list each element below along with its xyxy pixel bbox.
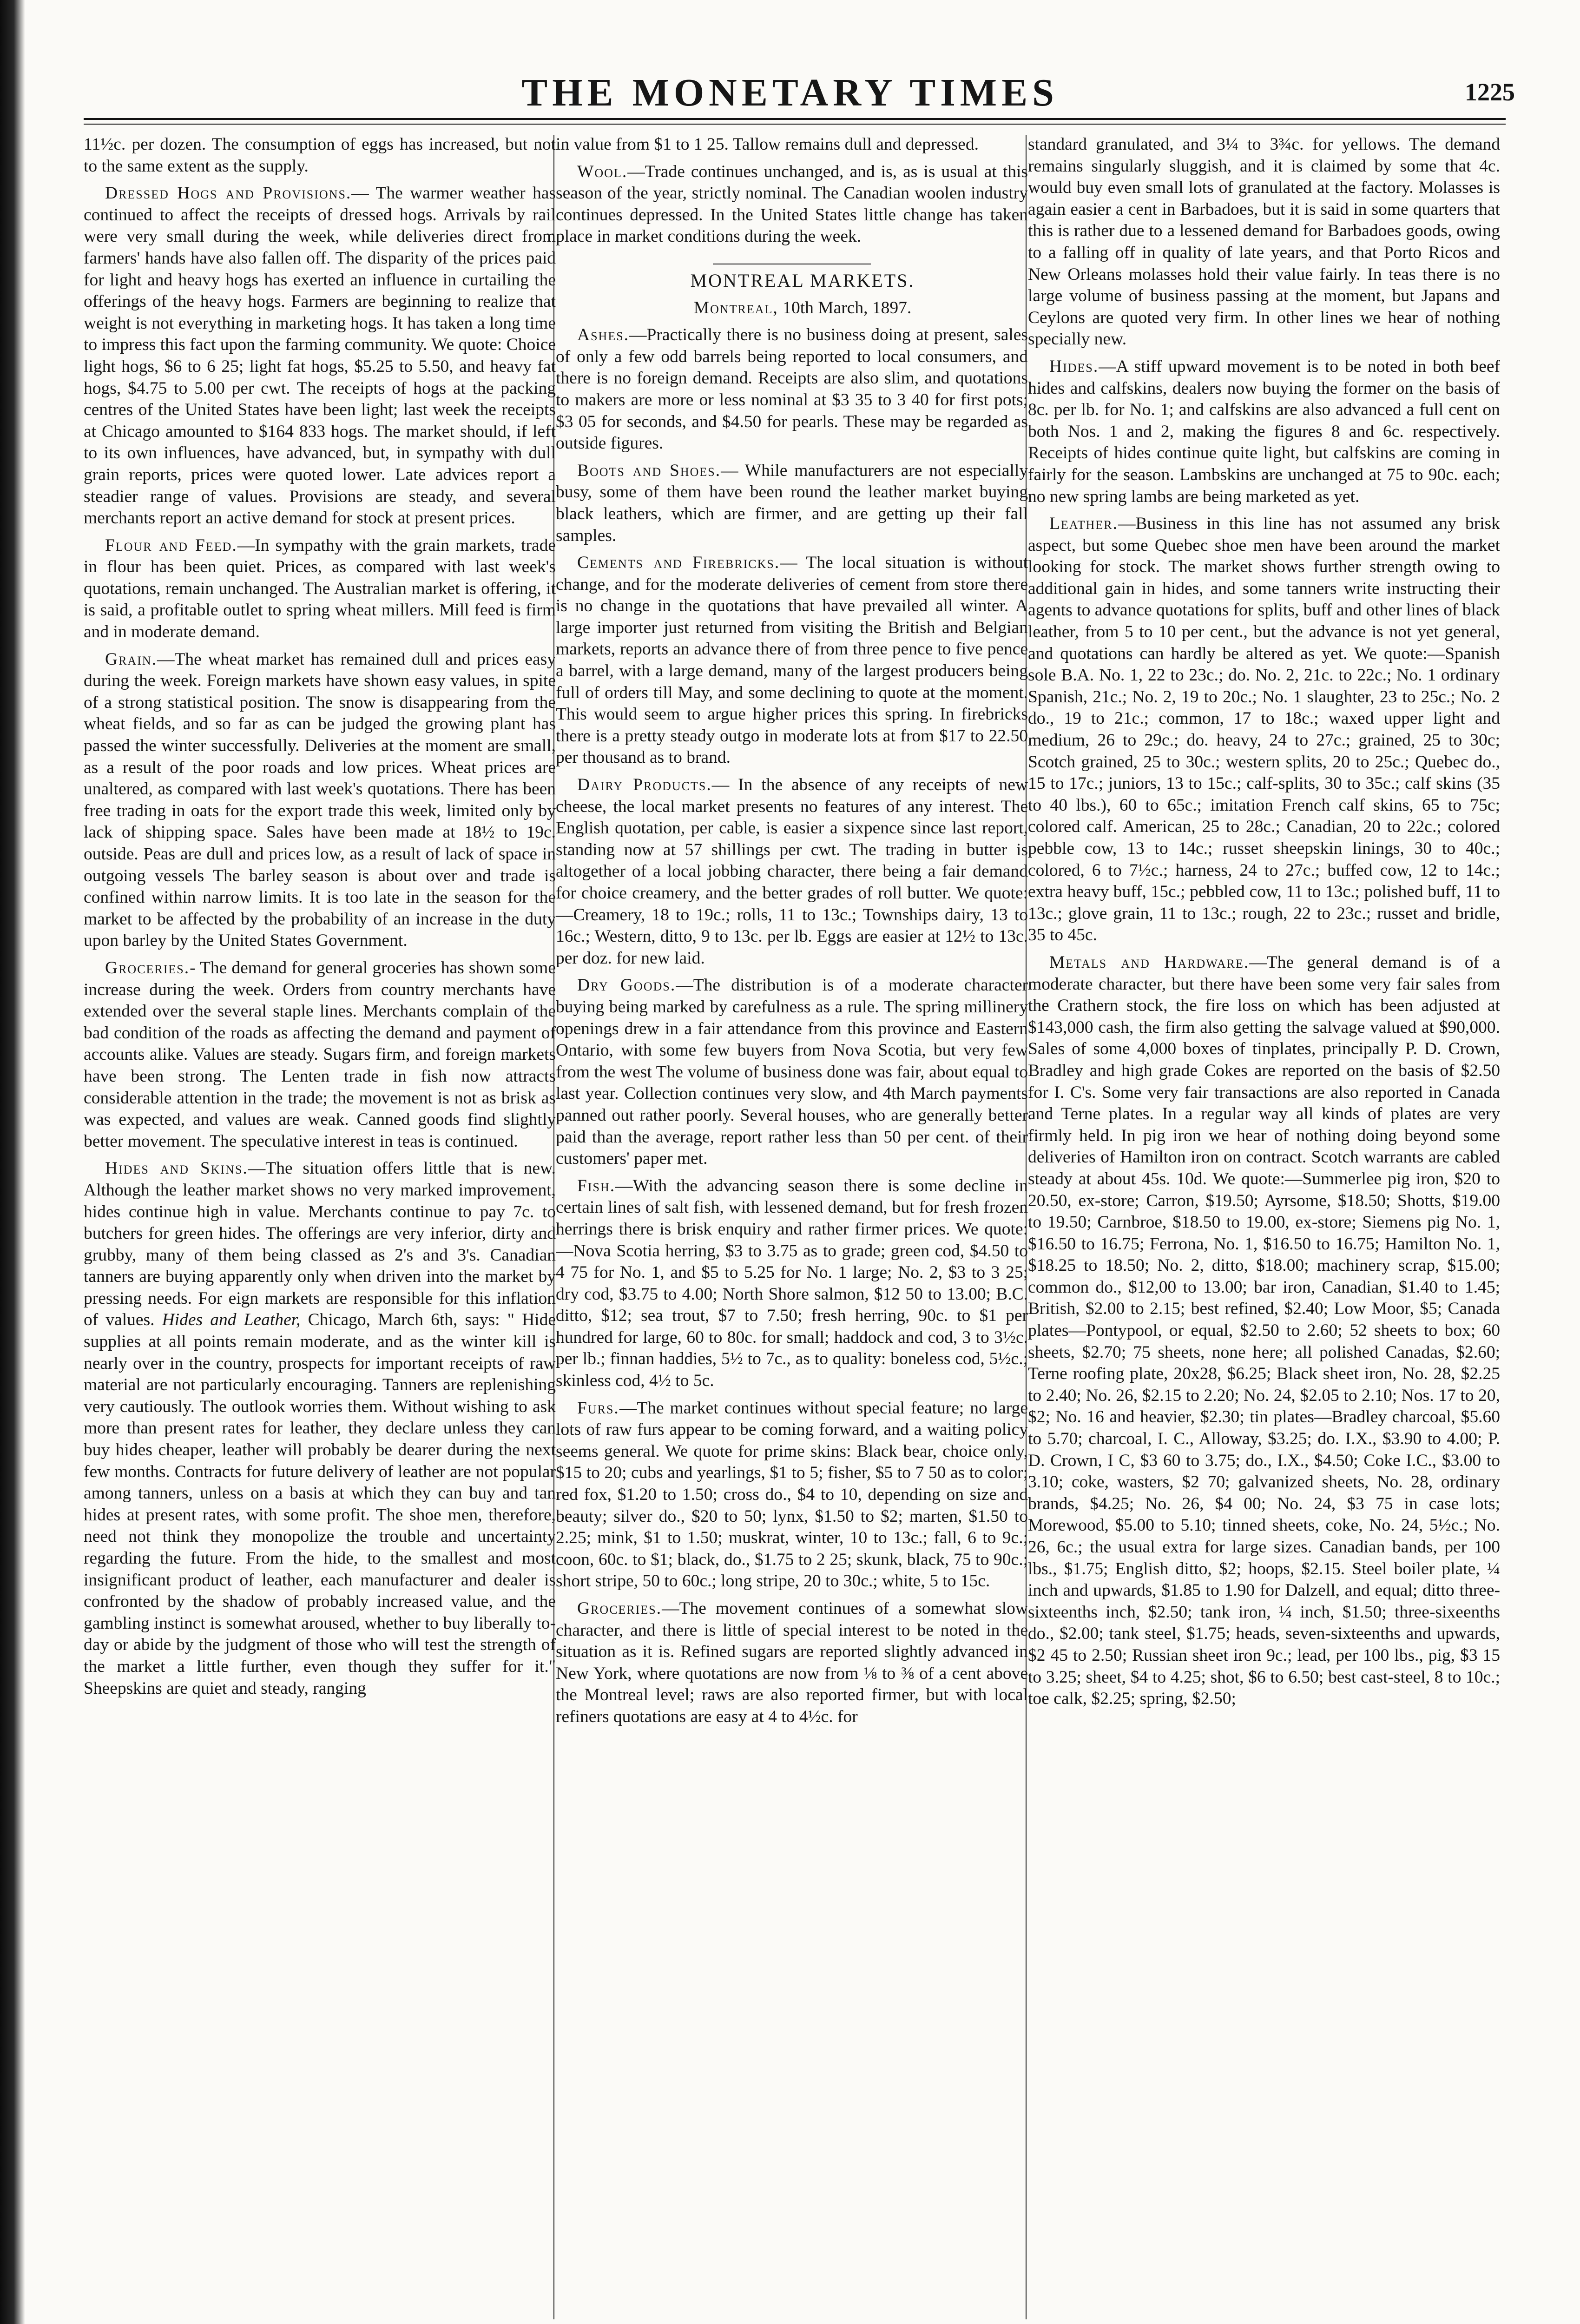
- article-text: — In the absence of any receipts of new cheese, the local market presents no features of any interest. The English quotation, per cable, is easier a sixpence since last report, standing now at 57 shillings per cwt. The trading in butter is altogether of a local jobbing character, there being a fair demand for choice creamery, and the better grades of roll butter. We quote:—Creamery, 18 to 19c.; rolls, 11 to 13c.; Townships dairy, 13 to 16c.; Western, ditto, 9 to 13c. per lb. Eggs are easier at 12½ to 13c. per doz. for new laid.: [556, 775, 1028, 968]
- article-groceries: [556, 1598, 1028, 1728]
- article-text: —In sympathy with the grain markets, trade in flour has been quiet. Prices, as compared with last week's quotations, remain unchanged. The Australian market is offering, it is said, a profitable outlet to spring wheat millers. Mill feed is firm and in moderate demand.: [84, 535, 556, 642]
- article-text: —The distribution is of a moderate character buying being marked by carefulness as a rule. The spring millinery openings drew in a fair attendance from this province and Eastern Ontario, with some few buyers from Nova Scotia, but very few from the west The volume of business done was fair, about equal to last year. Collection continues very slow, and 4th March payments panned out rather poorly. Several houses, who are generally better paid than the average, report rather less than 50 per cent. of their customers' paper met.: [556, 976, 1028, 1169]
- dateline-date: 10th March, 1897.: [783, 298, 912, 317]
- article-text: — The local situation is without change, and for the moderate deliveries of cement from store there is no change in the quotations that have prevailed all winter. A large importer just returned from visiting the British and Belgian markets, reports an advance there of from three pence to five pence a barrel, with a large demand, many of the largest producers being full of orders till May, and some declining to quote at the moment. This would seem to argue higher prices this spring. In firebricks there is a pretty steady outgo in moderate lots at from $17 to 22.50 per thousand as to brand.: [556, 553, 1028, 767]
- article-text: —A stiff upward movement is to be noted in both beef hides and calfskins, dealers now buying the former on the basis of 8c. per lb. for No. 1; and calfskins are also advanced a full cent on both Nos. 1 and 2, making the figures 8 and 6c. respectively. Receipts of hides continue quite light, but calfskins are coming in fairly for the season. Lambskins are unchanged at 75 to 90c. each; no new spring lambs are being marketed as yet.: [1028, 357, 1500, 506]
- article-text: —The wheat market has remained dull and prices easy during the week. Foreign markets have shown easy values, in spite of a strong statistical position. The snow is disappearing from the wheat fields, and so far as can be judged the growing plant has passed the winter successfully. Deliveries at the moment are small, as a result of the poor roads and low prices. Wheat prices are unaltered, as compared with last week's quotations. There has been free trading in oats for the export trade this week, limited only by lack of shipping space. Sales have been made at 18½ to 19c. outside. Peas are dull and prices low, as a result of lack of space in outgoing vessels The barley season is about over and trade is confined within narrow limits. It is too late in the season for the market to be affected by the probability of an increase in the duty upon barley by the United States Government.: [84, 649, 556, 951]
- article-wool: [556, 161, 1028, 248]
- dateline-place: Montreal,: [693, 298, 778, 317]
- article-leather: [1028, 513, 1500, 946]
- article-heading: Dressed Hogs and Provisions.: [105, 184, 352, 203]
- article-cements: [556, 552, 1028, 769]
- article-text: Chicago, March 6th, says: " Hide supplies at all points remain moderate, and as the winter kill is nearly over in the country, prospects for important receipts of raw material are not particularly encouraging. Tanners are replenishing very cautiously. The outlook worries them. Without wishing to ask more than present rates for leather, they declare unless they can buy hides cheaper, leather will probably be dearer during the next few months. Contracts for future delivery of leather are not popular among tanners, unless on a basis at which they can buy and tan hides at present rates, with some profit. The shoe men, therefore, need not think they monopolize the trouble and uncertainty regarding the future. From the hide, to the smallest and most insignificant product of leather, each manufacturer and dealer is confronted by the shadow of probably increased value, and the gambling instinct is somewhat aroused, whether to buy liberally to-day or abide by the judgment of those who will test the strength of the market a little further, even though they suffer for it." Sheepskins are quiet and steady, ranging: [84, 1310, 556, 1698]
- article-text: — While manufacturers are not especially busy, some of them have been round the leather market buying black leathers, which are firmer, and are getting up their fall samples.: [556, 461, 1028, 545]
- article-text: —The general demand is of a moderate character, but there have been some very fair sales from the Crathern stock, the fire loss on which has been adjusted at $143,000 cash, the firm also getting the salvage valued at $90,000. Sales of some 4,000 boxes of tinplates, principally P. D. Crown, Bradley and high grade Cokes are reported on the basis of $2.50 for I. C's. Some very fair transactions are also reported in Canada and Terne plates. In a regular way all kinds of plates are very firmly held. In pig iron we hear of nothing doing beyond some deliveries of Hamilton iron on contract. Scotch warrants are cabled steady at about 45s. 10d. We quote:—Summerlee pig iron, $20 to 20.50, ex-store; Carron, $19.50; Ayrsome, $18.50; Shotts, $19.00 to 19.50; Carnbroe, $18.50 to 19.00, ex-store; Siemens pig No. 1, $16.50 to 16.75; Ferrona, No. 1, $16.50 to 16.75; Hamilton No. 1, $18.25 to 18.50; No. 2, ditto, $18.00; machinery scrap, $15.00; common do., $12,00 to 13.00; bar iron, Canadian, $1.40 to 1.45; British, $2.00 to 2.15; best refined, $2.40; Low Moor, $5; Canada plates—Pontypool, or equal, $2.50 to 2.60; 52 sheets to box; 60 sheets, $2.70; 75 sheets, none here; all polished Canadas, $2.60; Terne roofing plate, 20x28, $6.25; Black sheet iron, No. 28, $2.25 to 2.40; No. 26, $2.15 to 2.20; No. 24, $2.05 to 2.10; Nos. 17 to 20, $2; No. 16 and heavier, $2.30; tin plates—Bradley charcoal, $5.60 to 5.70; charcoal, I. C., Alloway, $3.25; do. I.X., $3.90 to 4.00; P. D. Crown, I C, $3 60 to 3.75; do., I.X., $4.50; Coke I.C., $3.00 to 3.10; coke, wasters, $2 70; galvanized sheets, No. 28, ordinary brands, $4.25; No. 26, $4 00; No. 24, $3 75 in case lots; Morewood, $5.00 to 5.10; tinned sheets, coke, No. 24, 5½c.; No. 26, 6c.; the usual extra for large sizes. Canadian bands, per 100 lbs., $1.75; English ditto, $2; hoops, $2.15. Steel boiler plate, ¼ inch and upwards, $1.85 to 1.90 for Dalzell, and equal; ditto three-sixteenths inch, $2.50; tank iron, ¼ inch, $1.50; three-sixeenths do., $2.00; tank steel, $1.75; heads, seven-sixteenths and upwards, $2 45 to 2.50; Russian sheet iron 9c.; lead, per 100 lbs., pig, $3 15 to 3.25; sheet, $4 to 4.25; shot, $6 to 6.50; best cast-steel, 8 to 10c.; toe calk, $2.25; spring, $2.50;: [1028, 952, 1500, 1709]
- page-number: 1225: [1465, 78, 1515, 106]
- article-text: —The market continues without special feature; no large lots of raw furs appear to be coming forward, and a waiting policy seems general. We quote for prime skins: Black bear, choice only, $15 to 20; cubs and yearlings, $1 to 5; fisher, $5 to 7 50 as to color; red fox, $1.20 to 1.50; cross do., $4 to 10, depending on size and beauty; silver do., $20 to 50; lynx, $1.50 to $2; marten, $1.50 to 2.25; mink, $1 to 1.50; muskrat, winter, 10 to 13c.; fall, 6 to 9c.; coon, 60c. to $1; black, do., $1.75 to 2 25; skunk, black, 75 to 90c.; short stripe, 50 to 60c.; long stripe, 20 to 30c.; white, 5 to 15c.: [556, 1398, 1028, 1591]
- article-dairy: [556, 774, 1028, 969]
- article-text: —Trade continues unchanged, and is, as is usual at this season of the year, strictly nominal. The Canadian woolen industry continues depressed. In the United States little change has taken place in market conditions during the week.: [556, 162, 1028, 246]
- article-dressed-hogs: [84, 183, 556, 529]
- article-furs: [556, 1398, 1028, 1592]
- dateline: [556, 297, 1028, 319]
- article-text: —Business in this line has not assumed any brisk aspect, but some Quebec shoe men have been around the market looking for stock. The market shows further strength owing to additional gain in hides, and some tanners write instructing their agents to advance quotations for splits, buff and other lines of black leather, from 5 to 10 per cent., but the advance is not yet general, and quotations can hardly be altered as yet. We quote:—Spanish sole B.A. No. 1, 22 to 23c.; do. No. 2, 21c. to 22c.; No. 1 ordinary Spanish, 21c.; No. 2, 19 to 20c.; No. 1 slaughter, 23 to 25c.; No. 2 do., 19 to 21c.; common, 17 to 18c.; waxed upper light and medium, 26 to 29c.; do. heavy, 24 to 27c.; grained, 25 to 30c; Scotch grained, 25 to 30c.; western splits, 20 to 25c.; Quebec do., 15 to 17c.; juniors, 13 to 15c.; calf-splits, 30 to 35c.; calf skins (35 to 40 lbs.), 60 to 65c.; imitation French calf skins, 65 to 75c; colored calf. American, 25 to 28c.; Canadian, 20 to 22c.; colored pebble cow, 13 to 14c.; russet sheepskin linings, 30 to 40c.; colored, 6 to 7½c.; harness, 24 to 27c.; buffed cow, 12 to 14c.; extra heavy buff, 15c.; pebbled cow, 11 to 13c.; polished buff, 11 to 13c.; glove grain, 11 to 13c.; rough, 22 to 23c.; russet and bridle, 35 to 45c.: [1028, 514, 1500, 945]
- article-dry-goods: [556, 975, 1028, 1169]
- paragraph-continued: standard granulated, and 3¼ to 3¾c. for yellows. The demand remains singularly sluggish, and it is claimed by some that 4c. would buy even small lots of granulated at the factory. Molasses is again easier a cent in Barbadoes, but it is said in some quarters that this is rather due to a lessened demand for Barbadoes goods, owing to a falling off in quality of late years, and that Porto Ricos and New Orleans molasses hold their value fairly. In teas there is no large volume of business passing at the moment, but Japans and Ceylons are quoted very firm. In other lines we hear of nothing specially new.: [1028, 135, 1500, 349]
- article-heading: Dairy Products.: [577, 775, 712, 795]
- article-heading: Groceries.: [577, 1599, 662, 1618]
- article-metals-hardware: [1028, 952, 1500, 1710]
- article-ashes: [556, 324, 1028, 455]
- column-2: [556, 134, 1028, 2323]
- header-rule: [84, 118, 1506, 120]
- masthead-title: THE MONETARY TIMES: [521, 71, 1059, 114]
- article-heading: Fish.: [577, 1176, 616, 1195]
- article-text: — The warmer weather has continued to affect the receipts of dressed hogs. Arrivals by rail were very small during the week, while deliveries direct from farmers' hands have also fallen off. The disparity of the prices paid for light and heavy hogs has exerted an influence in curtailing the offerings of the heavy hogs. Farmers are beginning to realize that weight is not everything in marketing hogs. It has taken a long time to impress this fact upon the farming community. We quote: Choice light hogs, $6 to 6 25; light fat hogs, $5.25 to 5.50, and heavy fat hogs, $4.75 to 5.00 per cwt. The receipts of hogs at the packing centres of the United States have been light; last week the receipts at Chicago amounted to $164 833 hogs. The market should, if left to its own influences, have advanced, but, in sympathy with dull grain reports, prices were quoted lower. Late advices report a steadier range of values. Provisions are steady, and several merchants report an active demand for stock at present prices.: [84, 184, 556, 528]
- page-binding-edge: [0, 0, 25, 2324]
- article-heading: Hides.: [1049, 357, 1099, 376]
- article-text: —The movement continues of a somewhat slow character, and there is little of special interest to be noted in the situation as it is. Refined sugars are reported slightly advanced in New York, where quotations are now from ⅛ to ⅜ of a cent above the Montreal level; raws are also reported firmer, but with local refiners quotations are easy at 4 to 4½c. for: [556, 1599, 1028, 1726]
- article-heading: Cements and Firebricks.: [577, 553, 780, 573]
- article-heading: Boots and Shoes.: [577, 461, 721, 480]
- article-groceries: [84, 957, 556, 1152]
- article-text: —The situation offers little that is new. Although the leather market shows no very marked improvement, hides continue high in value. Merchants continue to pay 7c. to butchers for green hides. The offerings are very inferior, dirty and grubby, many of them being classed as 2's and 3's. Canadian tanners are buying apparently only when driven into the market by pressing needs. For eign markets are responsible for this inflation of values.: [84, 1159, 556, 1330]
- column-3: [1028, 134, 1500, 2323]
- article-flour-feed: [84, 535, 556, 643]
- article-heading: Furs.: [577, 1398, 619, 1418]
- article-heading: Flour and Feed.: [105, 535, 237, 555]
- source-citation: Hides and Leather,: [162, 1310, 301, 1330]
- article-text: - The demand for general groceries has shown some increase during the week. Orders from country merchants have extended over the several staple lines. Merchants complain of the bad condition of the roads as affecting the demand and payment of accounts alike. Values are steady. Sugars firm, and foreign markets have been strong. The Lenten trade in fish now attracts considerable attention in the trade; the movement is not as brisk as was expected, and values are weak. Canned goods find slightly better movement. The speculative interest in teas is continued.: [84, 958, 556, 1151]
- header-rule-thin: [84, 124, 1506, 125]
- article-hides: [1028, 356, 1500, 508]
- article-boots-shoes: [556, 460, 1028, 547]
- article-heading: Leather.: [1049, 514, 1118, 534]
- article-heading: Wool.: [577, 162, 628, 181]
- article-heading: Hides and Skins.: [105, 1159, 248, 1178]
- article-hides-skins: [84, 1158, 556, 1699]
- article-heading: Groceries.: [105, 958, 190, 977]
- article-fish: [556, 1175, 1028, 1392]
- article-heading: Grain.: [105, 649, 158, 669]
- article-grain: [84, 649, 556, 952]
- section-title: MONTREAL MARKETS.: [690, 270, 915, 291]
- article-text: —With the advancing season there is some decline in certain lines of salt fish, with lessened demand, but for fresh frozen herrings there is brisk enquiry and rather firmer prices. We quote:—Nova Scotia herring, $3 to 3.75 as to grade; green cod, $4.50 to 4 75 for No. 1, and $5 to 5.25 for No. 1 large; No. 2, $3 to 3 25; dry cod, $3.75 to 4.00; North Shore salmon, $12 50 to 13.00; B.C. ditto, $12; sea trout, $7 to 7.50; fresh herring, 90c. to $1 per hundred for large, 60 to 80c. for small; haddock and cod, 3 to 3½c. per lb.; finnan haddies, 5½ to 7c., as to quality: boneless cod, 5½c.; skinless cod, 4½ to 5c.: [556, 1176, 1028, 1391]
- article-text: —Practically there is no business doing at present, sales of only a few odd barrels being reported to local consumers, and there is no foreign demand. Receipts are also slim, and quotations to makers are more or less nominal at $3 35 to 3 40 for first pots; $3 05 for seconds, and $4.50 for pearls. These may be regarded as outside figures.: [556, 325, 1028, 453]
- page-header: [65, 70, 1515, 116]
- article-heading: Dry Goods.: [577, 976, 676, 995]
- article-heading: Ashes.: [577, 325, 630, 345]
- article-heading: Metals and Hardware.: [1049, 952, 1250, 972]
- paragraph-continued: in value from $1 to 1 25. Tallow remains dull and depressed.: [556, 135, 979, 154]
- column-1: [84, 134, 556, 2323]
- paragraph-continued: 11½c. per dozen. The consumption of eggs has increased, but not to the same extent as the supply.: [84, 135, 556, 176]
